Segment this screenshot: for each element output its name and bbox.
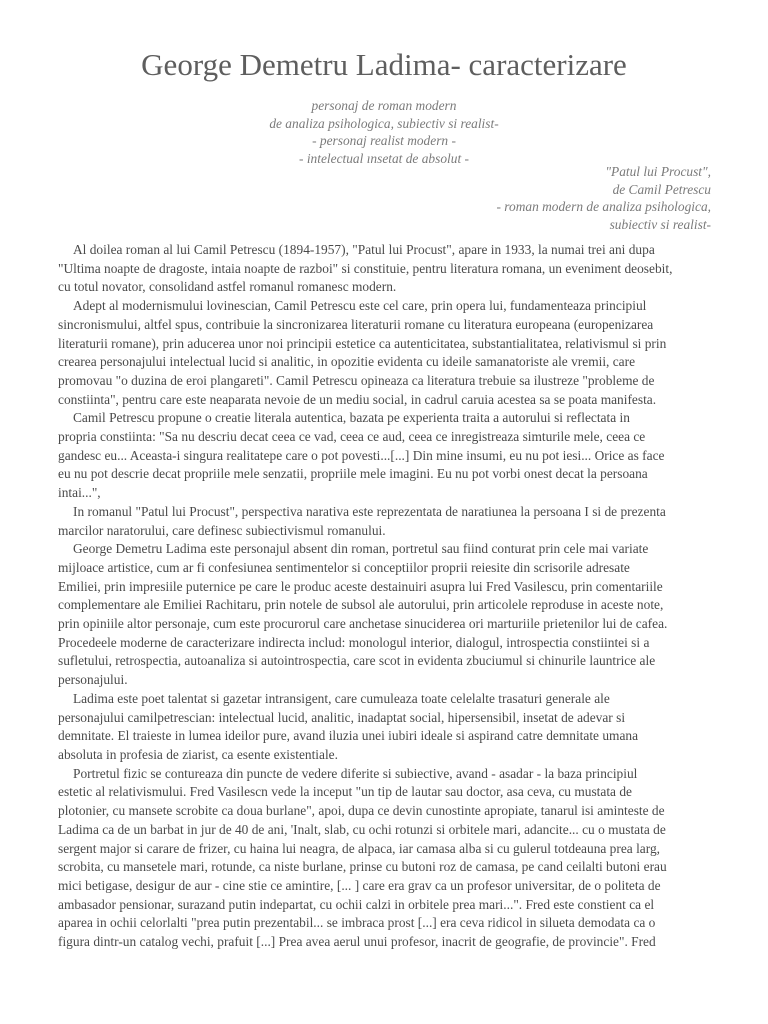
document-title: George Demetru Ladima- caracterizare	[141, 47, 627, 82]
body-line: aparea in ochii celorlalti "prea putin prezentabil... se imbraca prost [...] era ceva ridicol in silueta demodata ca o	[58, 915, 656, 931]
body-line: cu totul novator, consolidand astfel romanul romanesc modern.	[58, 279, 397, 295]
motto-block	[0, 97, 768, 167]
body-line: mici betigase, desigur de aur - cine stie ce amintire, [... ] care era grav ca un profesor universitar, de o politeta de	[58, 877, 661, 893]
motto-line: - personaj realist modern -	[312, 133, 456, 148]
body-line: promovau "o duzina de eroi plangareti". Camil Petrescu opineaza ca literatura trebuie sa ilustreze "probleme de	[58, 372, 655, 388]
body-line: Ladima este poet talentat si gazetar intransigent, care cumuleaza toate celelalte trasaturi generale ale	[73, 690, 610, 706]
source-line: - roman modern de analiza psihologica,	[496, 199, 711, 214]
body-text	[58, 241, 718, 952]
body-line: prin opiniile altor personaje, cum este procurorul care anchetase sinuciderea ori marturiile prietenilor lui de cafea.	[58, 616, 668, 632]
source-block	[311, 163, 711, 233]
body-line: complementare ale Emiliei Rachitaru, prin notele de subsol ale autorului, prin articolele reproduse in aceste note,	[58, 597, 664, 613]
body-line: ambasador pensionar, surazand putin indepartat, cu ochii calzi in orbitele prea mari...". Fred este constient ca el	[58, 896, 655, 912]
body-line: eu nu pot descrie decat propriile mele senzatii, propriile mele imagini. Eu nu pot vorbi onest decat la persoana	[58, 466, 648, 482]
body-line: Emiliei, prin impresiile puternice pe care le produc aceste destainuiri asupra lui Fred Vasilescu, prin comentariile	[58, 578, 663, 594]
motto-line: de analiza psihologica, subiectiv si realist-	[269, 115, 499, 131]
body-line: propria constiinta: "Sa nu descriu decat ceea ce vad, ceea ce aud, ceea ce inregistreaza simturile mele, ceea ce	[58, 429, 646, 445]
body-line: marcilor naratorului, care definesc subiectivismul romanului.	[58, 522, 386, 538]
body-line: demnitate. El traieste in lumea ideilor pure, avand iluzia unei iubiri ideale si aspirand catre demnitate umana	[58, 728, 639, 744]
body-line: scrobita, cu mansetele mari, rotunde, ca niste burlane, prinse cu butoni roz de camasa, pe cand ceilalti butoni erau	[58, 859, 667, 875]
source-line: subiectiv si realist-	[609, 216, 711, 232]
body-line: constiinta", pentru care este neaparata nevoie de un mediu social, in cadrul caruia acestea sa se poata manifesta.	[58, 391, 657, 407]
body-line: intai...",	[58, 485, 101, 501]
body-line: sergent major si carare de frizer, cu haina lui neagra, de alpaca, iar camasa alba si cu gulerul totdeauna prea larg,	[58, 840, 660, 856]
motto-line: personaj de roman modern	[311, 98, 457, 113]
body-line: mijloace artistice, cum ar fi confesiunea sentimentelor si conceptiilor proprii reiesite din scrisorile adresate	[58, 559, 630, 575]
body-line: George Demetru Ladima este personajul absent din roman, portretul sau fiind conturat prin cele mai variate	[73, 541, 649, 557]
body-line: absoluta in profesia de ziarist, ca esente existentiale.	[58, 746, 338, 762]
source-line: de Camil Petrescu	[612, 181, 711, 197]
body-line: Camil Petrescu propune o creatie literala autentica, bazata pe experienta traita a autorului si reflectata in	[73, 410, 630, 426]
source-line: "Patul lui Procust",	[605, 164, 711, 179]
body-line: Procedeele moderne de caracterizare indirecta includ: monologul interior, dialogul, introspectia constiintei si a	[58, 634, 650, 650]
body-line: figura dintr-un catalog vechi, prafuit [...] Prea avea aerul unui profesor, inacrit de geografie, de provincie". Fred	[58, 934, 656, 950]
body-line: plotonier, cu mansete scrobite ca doua burlane", apoi, dupa ce devin cunostinte apropiate, tanarul isi aminteste de	[58, 803, 665, 819]
body-line: Portretul fizic se contureaza din puncte de vedere diferite si subiective, avand - asadar - la baza principiul	[73, 765, 638, 781]
body-line: crearea personajului intelectual lucid si analitic, in opozitie evidenta cu ideile samanatoriste ale vremii, care	[58, 354, 636, 370]
body-line: "Ultima noapte de dragoste, intaia noapte de razboi" si constituie, pentru literatura romana, un eveniment deosebit,	[58, 260, 673, 276]
body-line: In romanul "Patul lui Procust", perspectiva narativa este reprezentata de naratiunea la persoana I si de prezenta	[73, 503, 666, 519]
body-line: estetic al relativismului. Fred Vasilescn vede la inceput "un tip de lautar sau doctor, asa ceva, cu mustata de	[58, 784, 632, 800]
body-line: personajului camilpetrescian: intelectual lucid, analitic, inadaptat social, hipersensibil, insetat de adevar si	[58, 709, 626, 725]
body-line: Adept al modernismului lovinescian, Camil Petrescu este cel care, prin opera lui, fundamenteaza principiul	[73, 298, 647, 314]
body-line: gandesc eu... Aceasta-i singura realitatepe care o pot povesti...[...] Din mine insumi, eu nu pot iesi... Orice as face	[58, 447, 665, 463]
motto-line: - intelectual ınsetat de absolut -	[299, 150, 469, 166]
body-line: sincronismului, altfel spus, contribuie la sincronizarea literaturii romane cu literatura europeana (europenizarea	[58, 316, 654, 332]
body-line: Al doilea roman al lui Camil Petrescu (1894-1957), "Patul lui Procust", apare in 1933, la numai trei ani dupa	[73, 242, 655, 257]
body-line: sufletului, retrospectia, autoanaliza si autointrospectia, care scot in evidenta zbuciumul si chinurile launtrice ale	[58, 653, 656, 669]
body-line: personajului.	[58, 672, 128, 688]
body-line: Ladima ca de un barbat in jur de 40 de ani, 'Inalt, slab, cu ochi rotunzi si orbitele mari, adancite... cu o mustata de	[58, 821, 666, 837]
body-line: literaturii romane), prin aducerea unor noi principii estetice ca autenticitatea, substantialitatea, relativismul si prin	[58, 335, 667, 351]
